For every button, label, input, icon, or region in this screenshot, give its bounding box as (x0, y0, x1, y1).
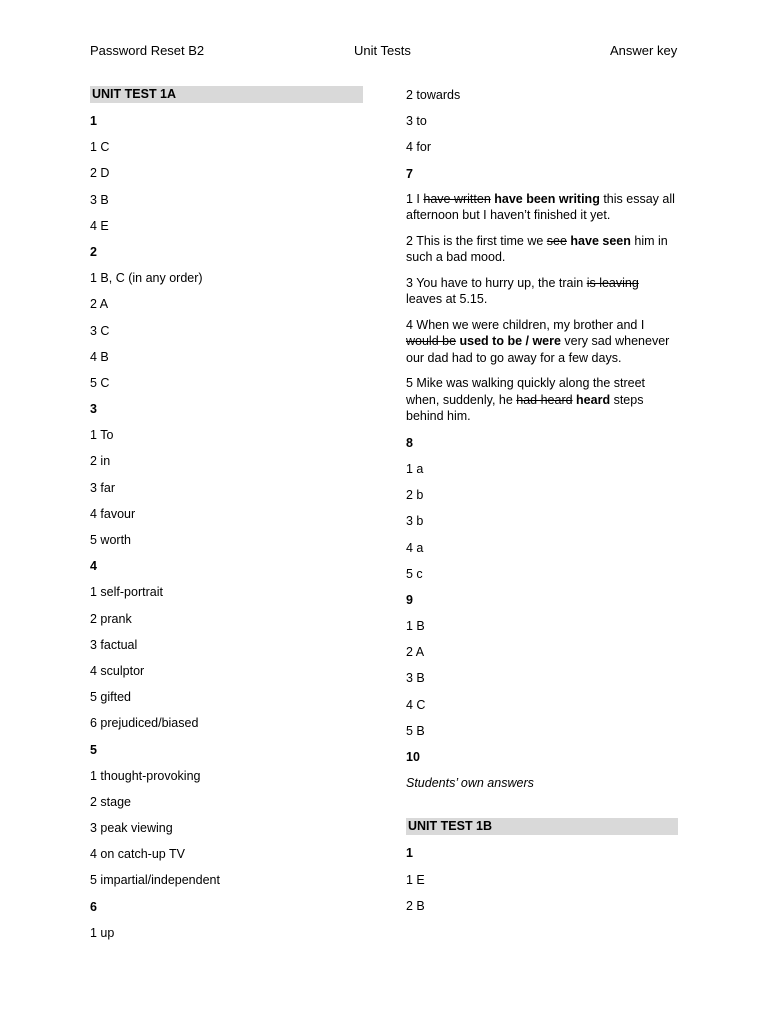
exercise-heading: 7 (406, 166, 413, 181)
answer-item: 6 prejudiced/biased (90, 716, 199, 731)
answer-item: 1 a (406, 461, 424, 476)
answer-item: 2 b (406, 488, 424, 503)
exercise-heading: 9 (406, 592, 413, 607)
answer-item: 3 b (406, 514, 424, 529)
answer-item: 1 C (90, 140, 110, 155)
exercise-heading: 2 (90, 244, 97, 259)
right-top-list (406, 86, 678, 165)
answer-item: 5 c (406, 566, 423, 581)
answer-text: steps behind him. (406, 392, 644, 424)
answer-item: 3 to (406, 114, 427, 129)
answer-item: 2 A (406, 645, 425, 660)
answer-item: 2 prank (90, 611, 132, 626)
answer-text: him in such a bad mood. (406, 233, 668, 265)
exercise-heading: 5 (90, 742, 97, 757)
answer-text: leaves at 5.15. (406, 292, 488, 307)
answer-text: 1 I (406, 191, 424, 206)
answer-item: 5 gifted (90, 690, 132, 705)
answer-item: 3 peak viewing (90, 821, 173, 836)
struck-through-text: have written (423, 191, 491, 206)
exercise-heading: 6 (90, 899, 97, 914)
corrected-text: used to be / were (456, 334, 561, 349)
answer-item: 1 E (406, 872, 425, 887)
struck-through-text: see (546, 233, 567, 248)
right-after-list (406, 434, 678, 774)
answer-item: 2 stage (90, 794, 132, 809)
answer-item: 4 a (406, 540, 424, 555)
correction-answer (406, 317, 678, 367)
answer-text: 3 You have to hurry up, the train (406, 275, 587, 290)
correction-answer (406, 375, 678, 425)
answer-item: 4 B (90, 349, 109, 364)
corrected-text: heard (572, 392, 611, 407)
answer-text: 2 This is the first time we (406, 233, 547, 248)
answer-item: 4 favour (90, 506, 136, 521)
exercise-heading: 1 (90, 114, 97, 128)
answer-item: 4 E (90, 218, 109, 233)
answer-text: 5 Mike was walking quickly along the street when, suddenly, he (406, 376, 646, 407)
answer-item: 2 A (90, 297, 109, 312)
exercise-heading: 1 (406, 846, 413, 861)
left-column (90, 86, 363, 950)
answer-item: 3 far (90, 480, 116, 495)
answer-item: 1 thought-provoking (90, 768, 201, 783)
corrected-text: have been writing (490, 191, 600, 206)
section-title-unit-test-1b: UNIT TEST 1B (406, 818, 678, 835)
answer-item: 4 sculptor (90, 663, 145, 678)
answer-item: 5 B (406, 723, 425, 738)
correction-answer (406, 233, 678, 266)
answer-item: 1 To (90, 428, 114, 443)
answer-item: 5 impartial/independent (90, 873, 220, 888)
section-title-unit-test-1a: UNIT TEST 1A (90, 86, 363, 103)
correction-answer (406, 275, 678, 308)
answer-item: 1 B (406, 619, 425, 634)
answer-item: 3 C (90, 323, 110, 338)
answer-item: 3 factual (90, 637, 138, 652)
correction-answer (406, 191, 678, 224)
header-left: Password Reset B2 (90, 43, 205, 58)
answer-text: 4 When we were children, my brother and I (406, 317, 645, 332)
answer-item: 3 B (90, 192, 109, 207)
exercise-heading: 10 (406, 750, 420, 764)
exercise-heading: 4 (90, 559, 97, 574)
answer-item: 4 for (406, 140, 432, 155)
answer-item: 5 worth (90, 533, 131, 547)
answer-item: 5 C (90, 375, 110, 390)
answer-item: 4 on catch-up TV (90, 847, 185, 862)
exercise-7-answers (406, 191, 678, 425)
answer-item: 4 C (406, 697, 426, 712)
exercise-heading: 8 (406, 435, 413, 450)
answer-item: 3 B (406, 671, 425, 686)
struck-through-text: had heard (516, 392, 573, 407)
header-center: Unit Tests (354, 43, 411, 58)
answer-item: 1 up (90, 925, 115, 940)
answer-item: 2 towards (406, 88, 461, 102)
corrected-text: have seen (566, 233, 631, 248)
header-right: Answer key (610, 43, 678, 58)
right-column (406, 86, 678, 923)
left-items-list (90, 112, 363, 950)
answer-text: this essay all afternoon but I haven’t finished it yet. (406, 191, 675, 223)
struck-through-text: would be (406, 334, 457, 349)
answer-item: 1 self-portrait (90, 585, 163, 600)
students-own-answers: Students’ own answers (406, 776, 534, 791)
exercise-heading: 3 (90, 402, 97, 417)
unit-test-1b-list (406, 844, 678, 923)
answer-text: very sad whenever our dad had to go away for a few days. (406, 334, 670, 365)
answer-item: 2 B (406, 898, 425, 913)
answer-item: 2 in (90, 454, 111, 469)
answer-item: 1 B, C (in any order) (90, 271, 203, 286)
answer-item: 2 D (90, 166, 110, 181)
struck-through-text: is leaving (586, 275, 639, 290)
